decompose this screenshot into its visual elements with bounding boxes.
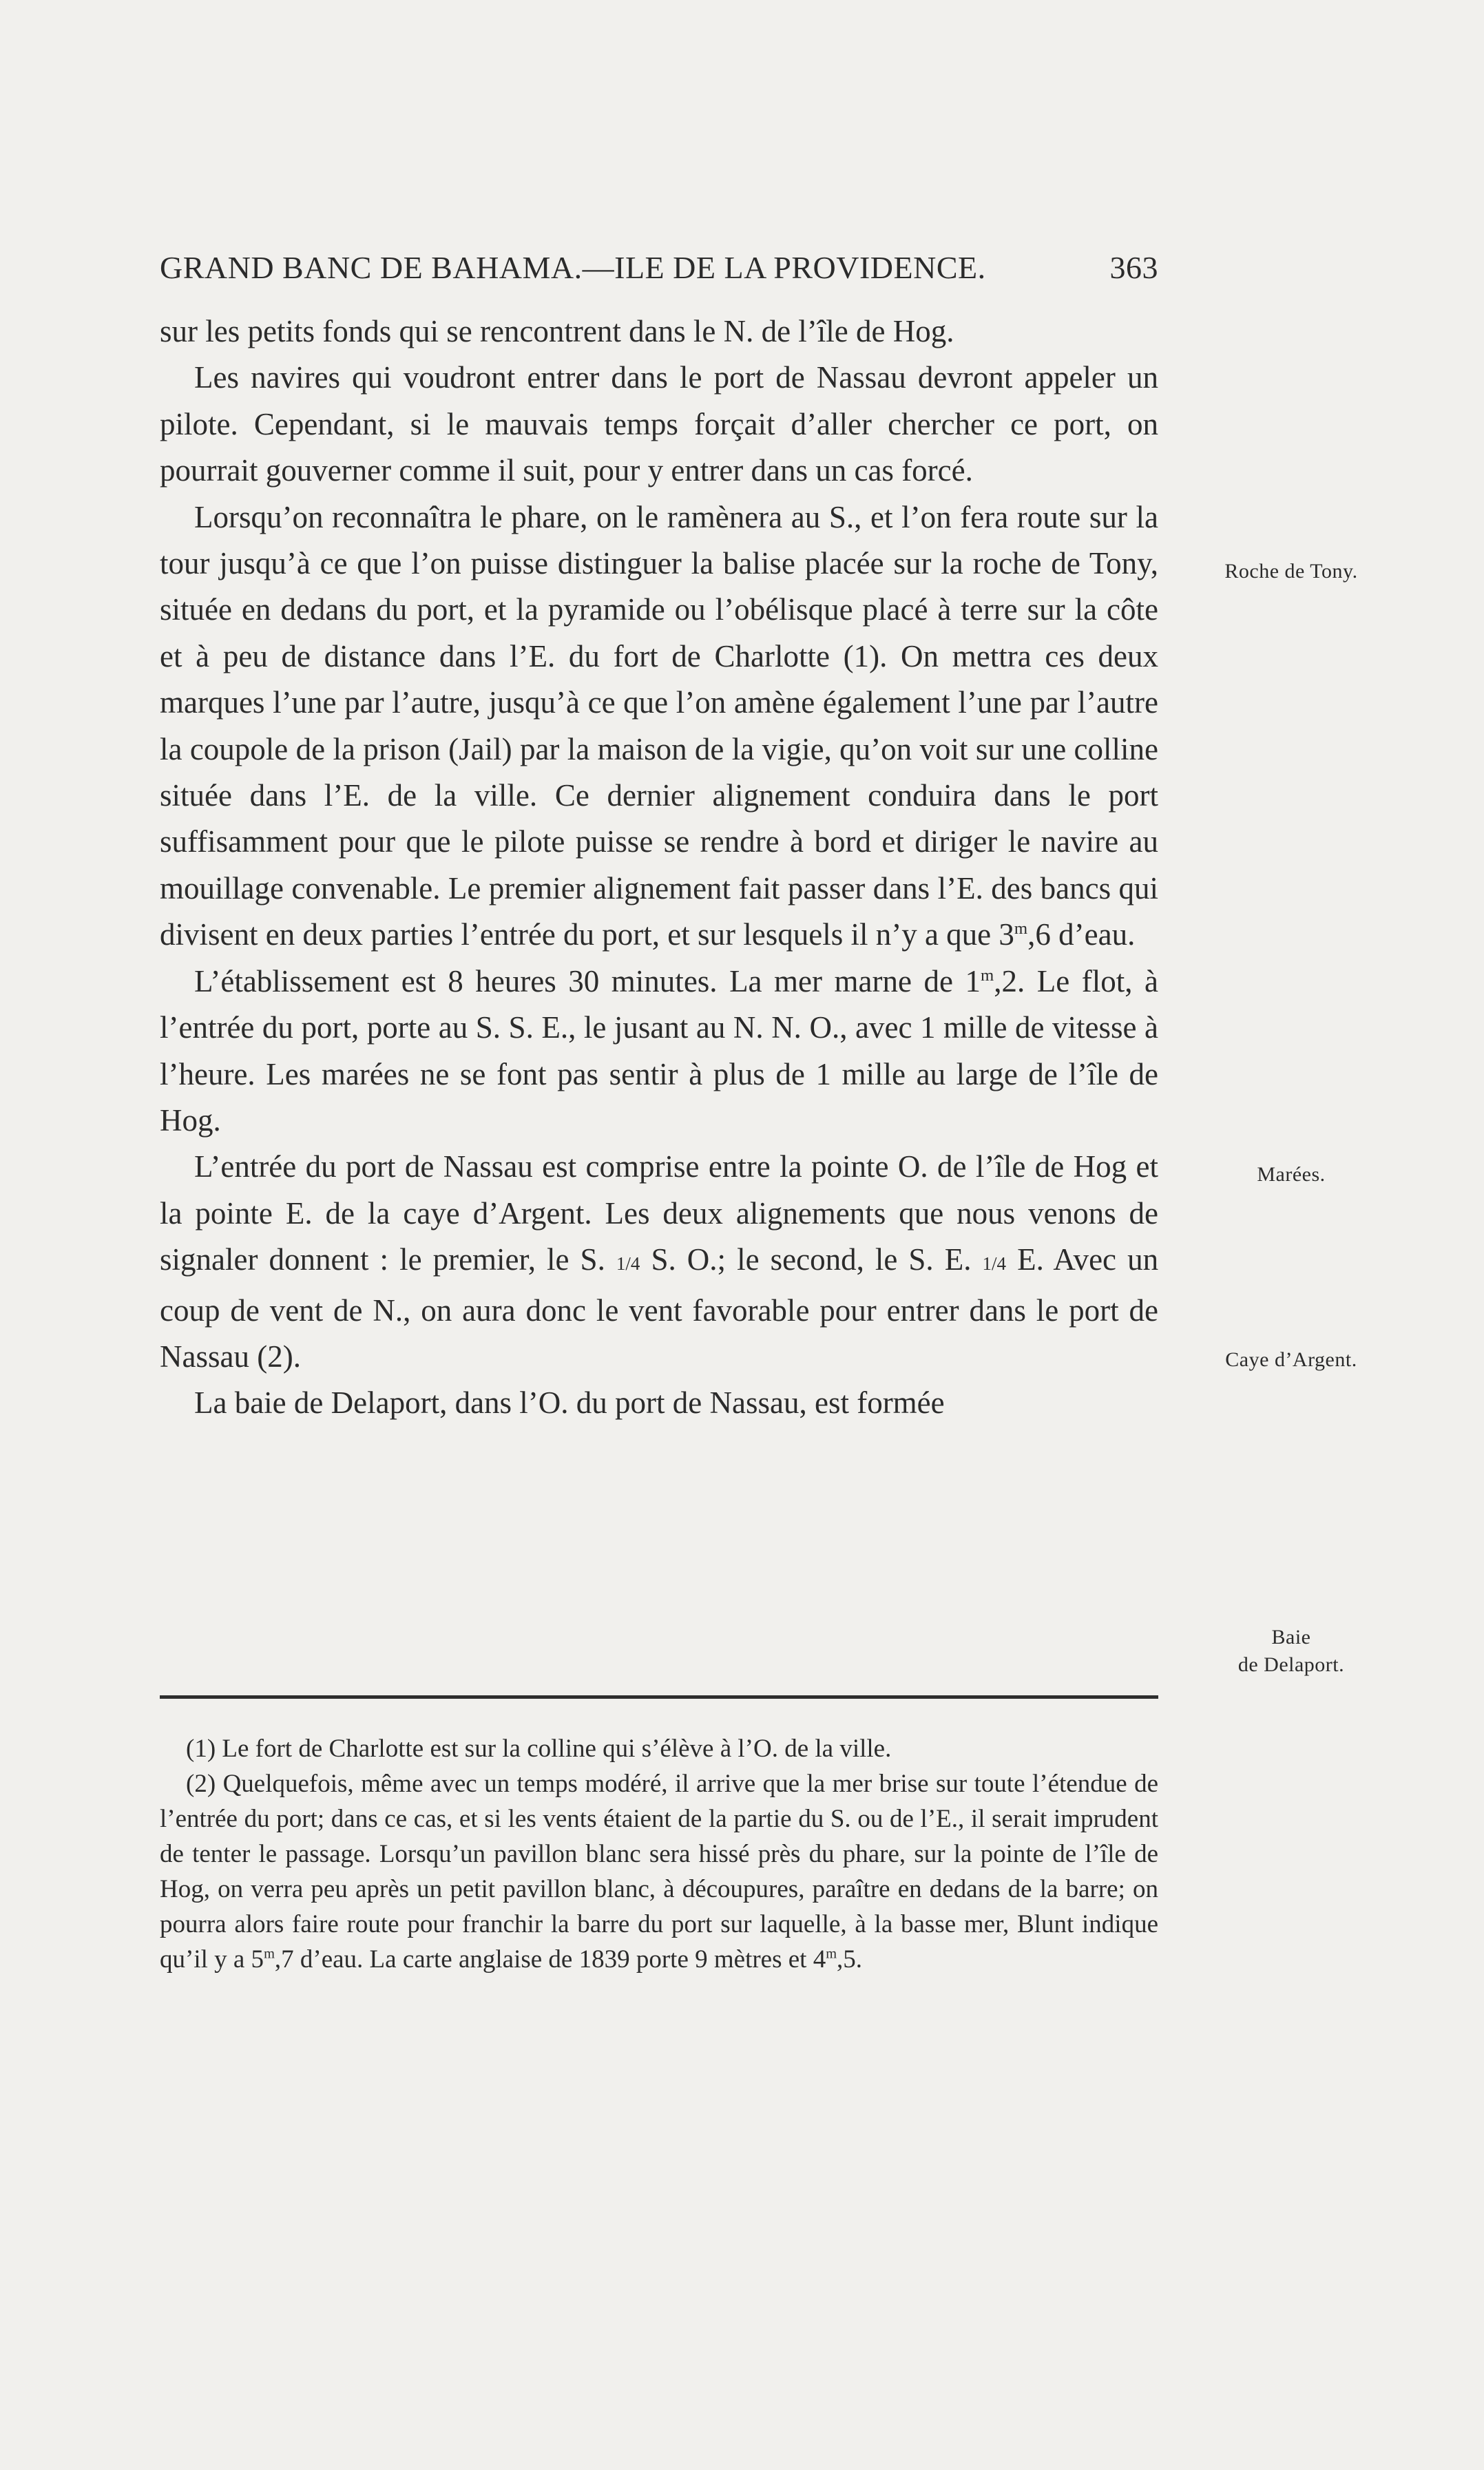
margin-note-marees: Marées.	[1257, 1163, 1326, 1186]
paragraph-1: sur les petits fonds qui se rencontrent dans le N. de l’île de Hog.	[160, 314, 954, 348]
paragraph-6: La baie de Delaport, dans l’O. du port de Nassau, est formée	[194, 1385, 945, 1421]
paragraph-4	[160, 959, 1158, 1144]
fraction-quarter: 1/4	[616, 1253, 640, 1275]
footnote-2-text-a: (2) Quelquefois, même avec un temps modéré, il arrive que la mer brise sur toute l’étendue de l’entrée du port; dans ce cas, et si les vents étaient de la partie du S. ou de l’E., il serait imprudent de tenter le passage. Lorsqu’un pavillon blanc sera hissé près du phare, sur la pointe de l’île de Hog, on verra peu après un petit pavillon blanc, à découpures, paraître en dedans de la barre; on pourra alors faire route pour franchir la barre du port sur laquelle, à la basse mer, Blunt indique qu’il y a 5	[160, 1770, 1158, 1974]
page-number: 363	[1109, 250, 1158, 285]
superscript-m: m	[264, 1946, 275, 1962]
margin-note-caye: Caye d’Argent.	[1225, 1348, 1357, 1371]
superscript-m: m	[1014, 919, 1028, 939]
margin-note-tony: Roche de Tony.	[1224, 560, 1358, 583]
footnotes	[160, 1731, 1158, 1977]
paragraph-2: Les navires qui voudront entrer dans le port de Nassau devront appeler un pilote. Cependant, si le mauvais temps forçait d’aller chercher ce port, on pourrait gouverner comme il suit, pour y entrer dans un cas forcé.	[160, 360, 1158, 488]
paragraph-5-text-b: S. O.; le second, le S. E.	[651, 1242, 972, 1277]
footnote-2-text-c: ,5.	[837, 1945, 863, 1974]
running-header	[160, 249, 1158, 286]
paragraph-5-text-a: L’entrée du port de Nassau est comprise entre la pointe O. de l’île de Hog et la pointe E. de la caye d’Argent. Les deux alignements que nous venons de signaler donnent : le premier, le S.	[160, 1149, 1158, 1277]
superscript-m: m	[980, 965, 994, 985]
footnote-1: (1) Le fort de Charlotte est sur la colline qui s’élève à l’O. de la ville.	[186, 1735, 892, 1763]
footnote-rule	[160, 1695, 1158, 1699]
superscript-m: m	[826, 1946, 837, 1962]
margin-note-baie-line1: Baie	[1271, 1626, 1311, 1649]
paragraph-4-text-a: L’établissement est 8 heures 30 minutes. La mer marne de 1	[194, 963, 981, 998]
footnote-2	[160, 1766, 1158, 1977]
paragraph-4-text-b: ,2. Le flot, à l’entrée du port, porte au S. S. E., le jusant au N. N. O., avec 1 mille de vitesse à l’heure. Les marées ne se font pas sentir à plus de 1 mille au large de l’île de Hog.	[160, 963, 1158, 1138]
paragraph-3-end: ,6 d’eau.	[1027, 917, 1136, 952]
paragraph-3	[160, 494, 1158, 959]
running-title: GRAND BANC DE BAHAMA.—ILE DE LA PROVIDENCE.	[160, 250, 986, 285]
paragraph-5	[160, 1144, 1158, 1380]
fraction-quarter: 1/4	[982, 1253, 1007, 1275]
footnote-2-text-b: ,7 d’eau. La carte anglaise de 1839 porte 9 mètres et 4	[274, 1945, 826, 1974]
main-text	[160, 308, 1158, 1427]
paragraph-5-text-c: E. Avec un coup de vent de N., on aura donc le vent favorable pour entrer dans le port de Nassau (2).	[160, 1242, 1159, 1374]
paragraph-3-text: Lorsqu’on reconnaîtra le phare, on le ramènera au S., et l’on fera route sur la tour jusqu’à ce que l’on puisse distinguer la balise placée sur la roche de Tony, située en dedans du port, et la pyramide ou l’obélisque placé à terre sur la côte et à peu de distance dans l’E. du fort de Charlotte (1). On mettra ces deux marques l’une par l’autre, jusqu’à ce que l’on amène également l’une par l’autre la coupole de la prison (Jail) par la maison de la vigie, qu’on voit sur une colline située dans l’E. de la ville. Ce dernier alignement conduira dans le port suffisamment pour que le pilote puisse se rendre à bord et diriger le navire au mouillage convenable. Le premier alignement fait passer dans l’E. des bancs qui divisent en deux parties l’entrée du port, et sur lesquels il n’y a que 3	[160, 499, 1158, 952]
margin-note-baie-line2: de Delaport.	[1237, 1653, 1345, 1676]
margin-note-baie	[1191, 1624, 1391, 1679]
